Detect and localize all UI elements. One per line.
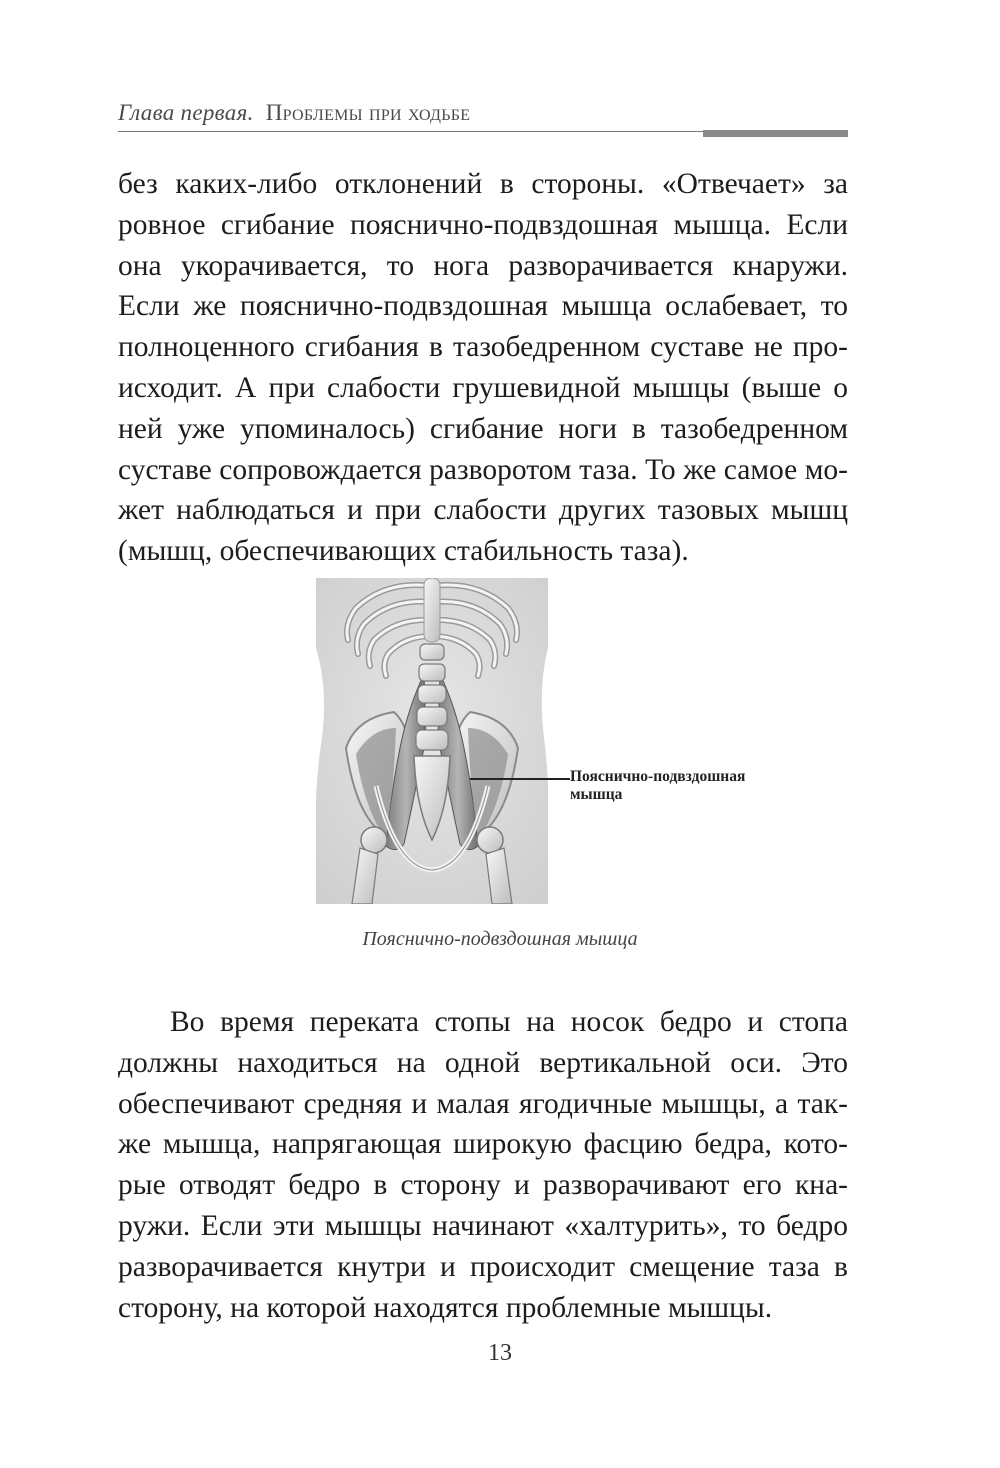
chapter-label: Глава первая. — [118, 100, 254, 125]
chapter-title: Проблемы при ходьбе — [265, 100, 471, 125]
paragraph-1: без каких-либо отклонений в стороны. «Отвечает» за ровное сгибание пояснично-подвздошная мышца. Если она укорачивается, то нога разворачивается кнаружи. Если же пояснично-подвздошная мышца ослабевает, то полноценного сгибания в тазобедренном суставе не происходит. А при слабости грушевидной мышцы (выше о ней уже упоминалось) сгибание ноги в тазобедренном суставе сопровождается разворотом таза. То же самое может наблюдаться и при слабости других тазовых мышц (мышц, обеспечивающих стабильность таза). — [118, 168, 848, 568]
figure-label-line-2: мышца — [570, 786, 623, 803]
label-leader-line — [470, 778, 570, 780]
paragraph-2: Во время переката стопы на носок бедро и стопа должны находиться на одной вертикальной оси. Это обеспечивают средняя и малая ягодичные мышцы, а также мышца, напрягающая широкую фасцию бедра, которые отводят бедро в сторону и разворачивают его кнаружи. Если эти мышцы начинают «халтурить», то бедро разворачивается кнутри и происходит смещение таза в сторону, на которой находятся проблемные мышцы. — [118, 1006, 848, 1324]
figure-caption: Пояснично-подвздошная мышца — [362, 928, 638, 950]
running-header — [118, 100, 848, 126]
header-rule-accent — [703, 130, 848, 137]
anatomy-illustration — [316, 578, 548, 904]
page-number: 13 — [488, 1340, 512, 1366]
figure-label — [570, 768, 820, 804]
figure-label-line-1: Пояснично-подвздошная — [570, 768, 746, 785]
